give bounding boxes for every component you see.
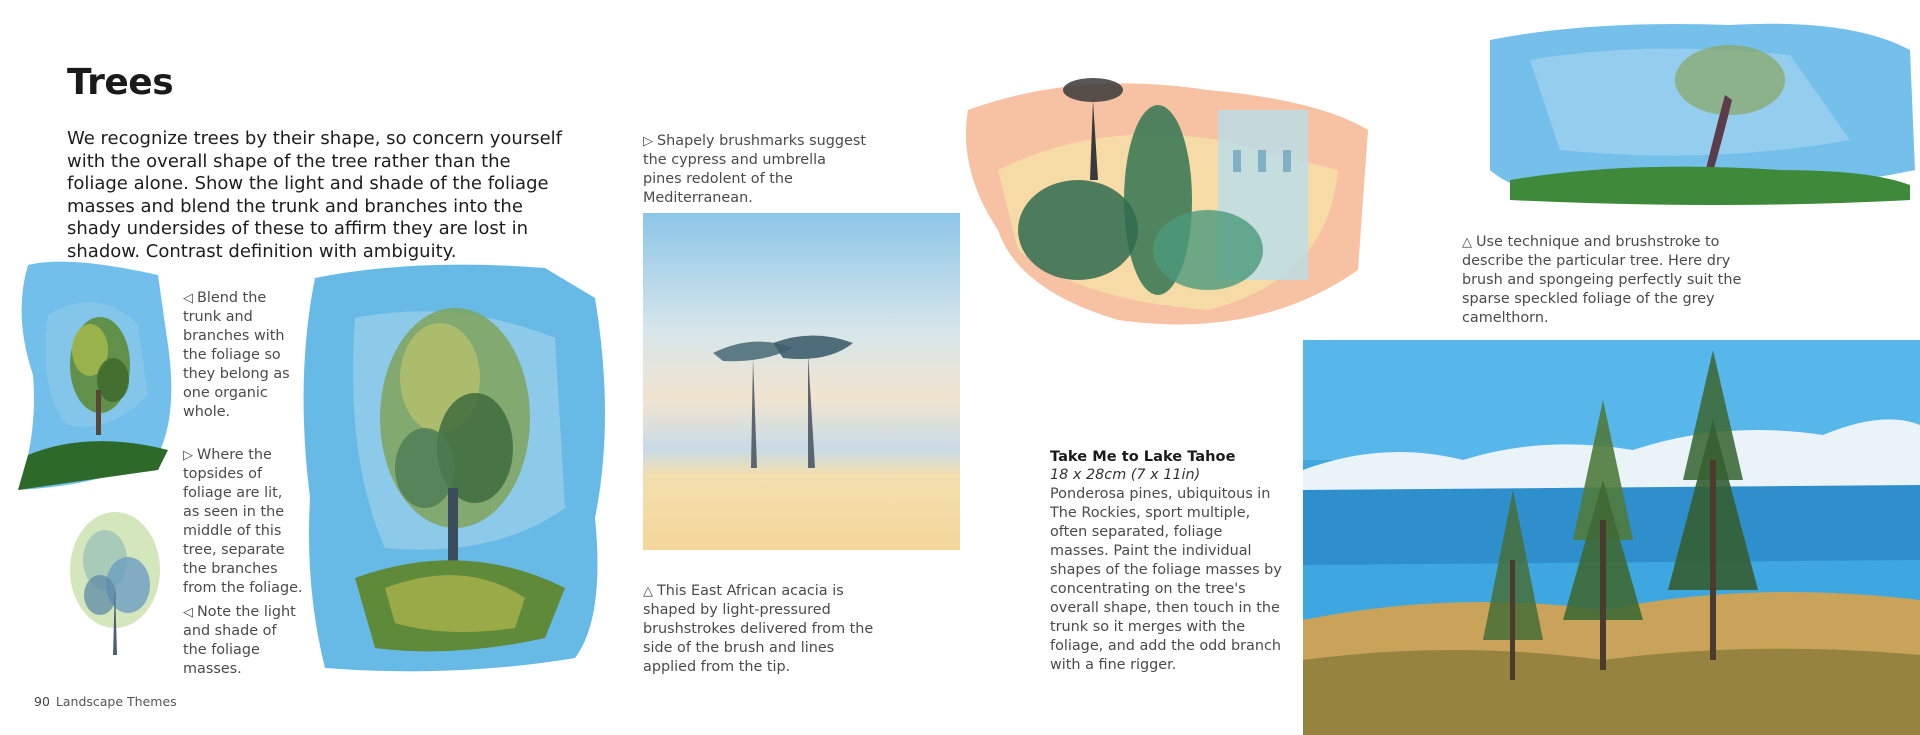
- page-number: 90: [34, 694, 50, 709]
- painting-lake-tahoe: [1303, 340, 1920, 735]
- triangle-up-icon: △: [643, 584, 653, 599]
- artwork-size: 18 x 28cm (7 x 11in): [1050, 467, 1201, 483]
- painting-large-tree: [295, 258, 615, 678]
- caption-camelthorn: △ Use technique and brushstroke to describe the particular tree. Here dry brush and spongeing perfectly suit the sparse speckled foliage of the grey camelthorn.: [1462, 234, 1742, 326]
- triangle-left-icon: ◁: [183, 291, 193, 306]
- painting-tree-topsides: [60, 505, 170, 665]
- caption-light-shade: ◁ Note the light and shade of the foliage masses.: [183, 604, 296, 677]
- painting-mediterranean: [958, 50, 1378, 350]
- intro-paragraph: We recognize trees by their shape, so concern yourself with the overall shape of the tree rather than the foliage alone. Show the light and shade of the foliage masses and blend the trunk and branches into the shady undersides of these to affirm they are lost in shadow. Contrast definition with ambiguity.: [67, 128, 563, 262]
- painting-camelthorn: [1470, 0, 1920, 220]
- artwork-title: Take Me to Lake Tahoe: [1050, 448, 1236, 465]
- caption-blend-trunk: ◁ Blend the trunk and branches with the foliage so they belong as one organic whole.: [183, 290, 290, 420]
- painting-acacia: [643, 213, 960, 550]
- triangle-left-icon: ◁: [183, 605, 193, 620]
- page-title: Trees: [67, 62, 174, 103]
- triangle-up-icon: △: [1462, 235, 1472, 250]
- triangle-right-icon: ▷: [183, 448, 193, 463]
- triangle-right-icon: ▷: [643, 134, 653, 149]
- page-footer: [34, 694, 177, 709]
- caption-cypress: ▷ Shapely brushmarks suggest the cypress and umbrella pines redolent of the Mediterranean.: [643, 133, 866, 206]
- caption-topsides: ▷ Where the topsides of foliage are lit, as seen in the middle of this tree, separate the branches from the foliage.: [183, 447, 303, 596]
- artwork-caption: [1050, 447, 1285, 675]
- painting-small-tree: [8, 255, 188, 495]
- section-name: Landscape Themes: [55, 694, 177, 709]
- caption-acacia: △ This East African acacia is shaped by light-pressured brushstrokes delivered from the side of the brush and lines applied from the tip.: [643, 583, 874, 675]
- artwork-description: Ponderosa pines, ubiquitous in The Rockies, sport multiple, often separated, foliage masses. Paint the individual shapes of the foliage masses by concentrating on the tree's overall shape, then touch in the trunk so it merges with the foliage, and add the odd branch with a fine rigger.: [1050, 486, 1282, 673]
